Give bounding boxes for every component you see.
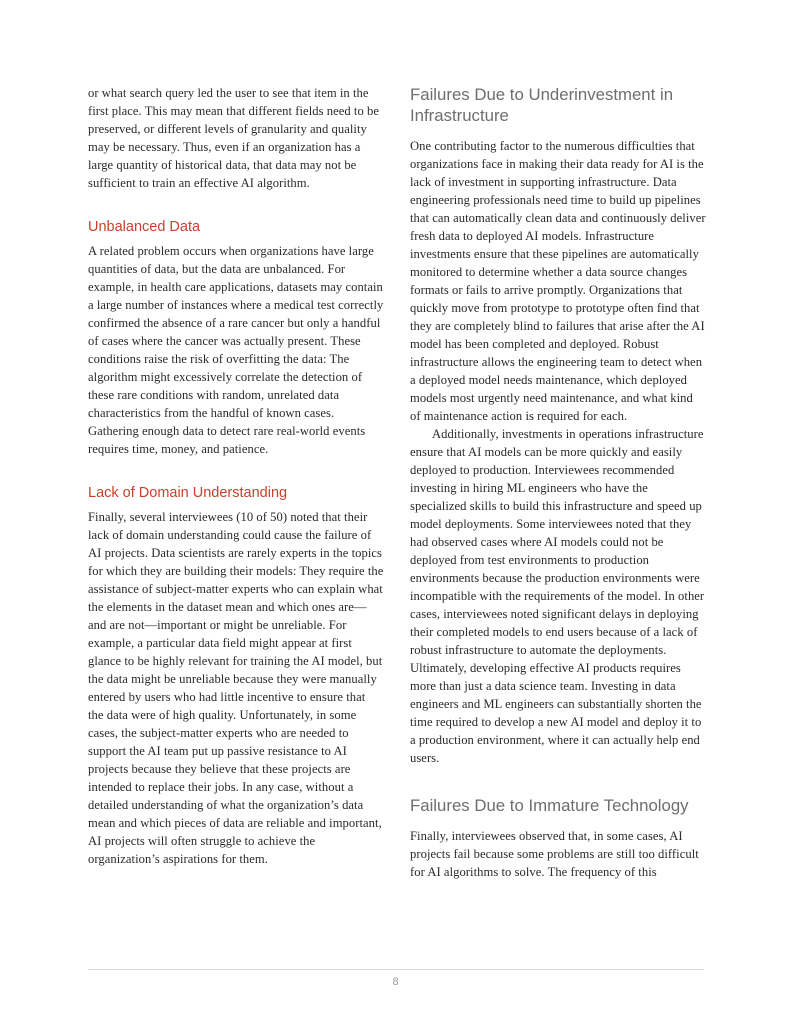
immature-technology-paragraph: Finally, interviewees observed that, in some cases, AI projects fail because some problems are still too difficult for AI algorithms to solve. The frequency of this (410, 829, 699, 879)
domain-understanding-paragraph: Finally, several interviewees (10 of 50) noted that their lack of domain understanding could cause the failure of AI projects. Data scientists are rarely experts in the topics for which they are building their models: They require the assistance of subject-matter experts who can explain what the elements in the dataset mean and which ones are—and are not—important or might be unreliable. For example, a particular data field might appear at first glance to be highly relevant for training the AI model, but the data might be unreliable because they were manually entered by users who had little incentive to ensure that the data were of high quality. Unfortunately, in some cases, the subject-matter experts who are needed to support the AI team put up passive resistance to AI projects because they believe that these projects are intended to replace their jobs. In any case, without a detailed understanding of what the organization’s data mean and which pieces of data are reliable and important, AI projects will often struggle to achieve the organization’s aspirations for them. (88, 510, 384, 866)
immature-technology-heading: Failures Due to Immature Technology (410, 796, 689, 815)
unbalanced-data-heading: Unbalanced Data (88, 219, 201, 235)
infrastructure-paragraph-2: Additionally, investments in operations infrastructure ensure that AI models can be more quickly and easily deployed to production. Interviewees recommended investing in hiring ML engineers who have the specialized skills to build this infrastructure and speed up model deployments. Some interviewees noted that they had observed cases where AI models could not be deployed from test environments to production environments because the production environments were incompatible with the requirements of the model. In other cases, interviewees noted significant delays in deploying their completed models to end users because of a lack of robust infrastructure to automate the deployments. Ultimately, developing effective AI products requires more than just a data science team. Investing in data engineers and ML engineers can substantially shorten the time required to develop a new AI model and deploy it to a production environment, where it can actually help end users. (410, 427, 705, 765)
unbalanced-data-paragraph: A related problem occurs when organizations have large quantities of data, but the data are unbalanced. For example, in health care applications, datasets may contain a large number of instances where a medical test correctly confirmed the absence of a rare cancer but only a handful of cases where the cancer was actually present. These conditions raise the risk of overfitting the data: The algorithm might excessively correlate the detection of these rare conditions with random, unrelated data characteristics from the handful of known cases. Gathering enough data to detect rare real-world events requires time, money, and patience. (88, 244, 384, 456)
left-column (88, 84, 384, 868)
infrastructure-paragraph-1: One contributing factor to the numerous difficulties that organizations face in making their data ready for AI is the lack of investment in supporting infrastructure. Data engineering professionals need time to build up pipelines that can automatically clean data and continuously deliver fresh data to deployed AI models. Infrastructure investments ensure that these pipelines are automatically monitored to determine whether a data source changes formats or fails to arrive promptly. Organizations that quickly move from prototype to prototype often find that they are completely blind to failures that arise after the AI model has been completed and deployed. Robust infrastructure allows the engineering team to detect when a deployed model needs maintenance, which deployed models most urgently need maintenance, and what kind of maintenance action is required for each. (410, 139, 706, 423)
domain-understanding-heading: Lack of Domain Understanding (88, 485, 288, 501)
intro-paragraph: or what search query led the user to see that item in the first place. This may mean that different fields need to be preserved, or different levels of granularity and quality may be necessary. Thus, even if an organization has a large quantity of historical data, that data may not be sufficient to train an effective AI algorithm. (88, 86, 379, 190)
page-number: 8 (392, 976, 399, 988)
footer-divider (88, 969, 704, 970)
right-column (410, 84, 706, 881)
infrastructure-heading: Failures Due to Underinvestment in Infrastructure (410, 85, 674, 125)
